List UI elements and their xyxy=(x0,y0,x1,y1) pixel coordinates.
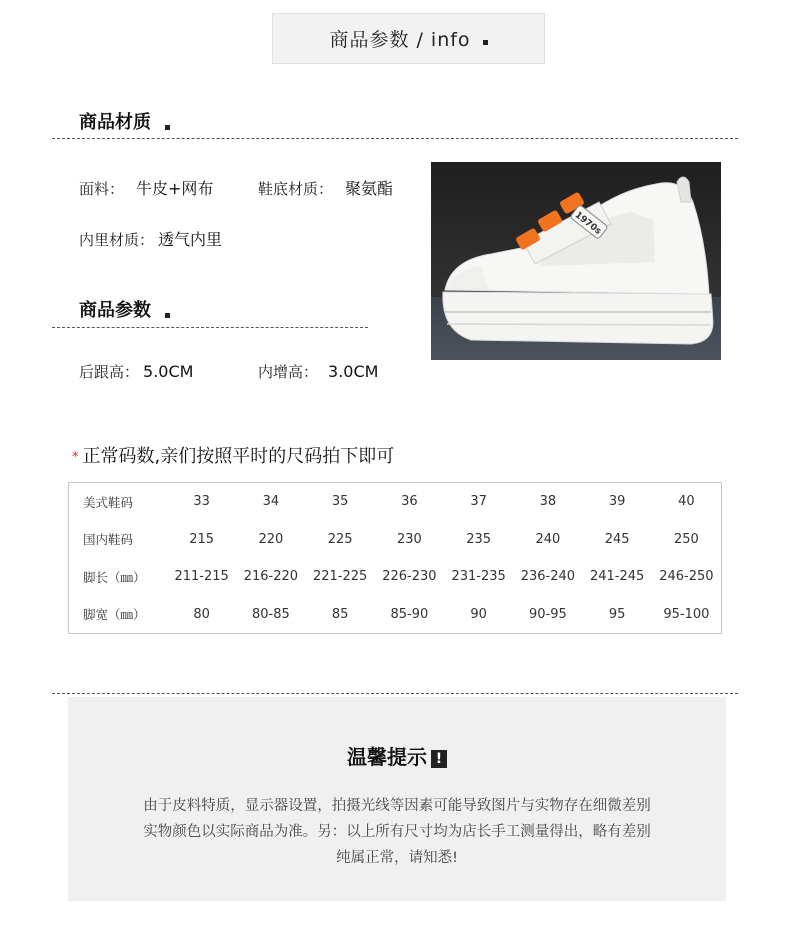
params-heading-text: 商品参数 xyxy=(79,300,151,321)
table-row xyxy=(69,521,721,559)
tips-title xyxy=(68,741,726,770)
table-row xyxy=(69,596,721,634)
table-cell: 245 xyxy=(604,531,630,547)
table-cell: 250 xyxy=(673,531,699,547)
tips-panel xyxy=(68,697,726,901)
tips-line: 实物颜色以实际商品为准。另：以上所有尺寸均为店长手工测量得出，略有差别 xyxy=(143,824,651,840)
sole-value: 聚氨酯 xyxy=(345,179,394,198)
table-row xyxy=(69,483,721,521)
table-cell: 40 xyxy=(678,494,695,510)
table-cell: 95-100 xyxy=(663,606,710,622)
table-cell: 80 xyxy=(193,606,210,622)
table-cell: 216-220 xyxy=(243,569,299,585)
title-dot-icon xyxy=(483,40,488,45)
table-cell: 231-235 xyxy=(451,569,506,585)
heel-value: 5.0CM xyxy=(143,362,194,381)
heading-dot-icon xyxy=(165,125,170,130)
asterisk-icon: * xyxy=(72,450,79,465)
table-cell: 95 xyxy=(608,606,626,622)
sole-row xyxy=(258,176,393,199)
size-note-text: 正常码数,亲们按照平时的尺码拍下即可 xyxy=(82,446,395,467)
section-divider xyxy=(52,138,738,139)
table-cell: 241-245 xyxy=(589,569,645,585)
lining-row xyxy=(79,227,222,250)
row-label: 脚宽（㎜） xyxy=(83,607,146,623)
info-title-banner xyxy=(272,13,545,64)
size-table-grid xyxy=(69,483,721,633)
table-cell: 225 xyxy=(327,531,353,547)
lining-label: 内里材质： xyxy=(79,231,155,249)
table-cell: 36 xyxy=(401,494,418,510)
table-cell: 220 xyxy=(258,531,284,547)
row-label: 脚长（㎜） xyxy=(83,569,146,585)
badge-text: 1970s xyxy=(572,210,603,237)
params-divider xyxy=(52,327,368,328)
heading-dot-icon xyxy=(165,313,170,318)
table-cell: 235 xyxy=(466,531,492,547)
table-cell: 90 xyxy=(470,606,487,622)
table-cell: 215 xyxy=(189,531,215,547)
material-heading-text: 商品材质 xyxy=(79,112,151,133)
table-row xyxy=(69,558,721,596)
heel-label: 后跟高： xyxy=(79,363,140,381)
inner-value: 3.0CM xyxy=(328,362,379,381)
row-label: 美式鞋码 xyxy=(83,494,134,510)
table-cell: 34 xyxy=(262,494,280,510)
fabric-value: 牛皮+网布 xyxy=(136,179,214,198)
tips-line: 纯属正常，请知悉! xyxy=(336,850,458,866)
table-cell: 35 xyxy=(331,494,349,510)
table-cell: 211-215 xyxy=(174,569,229,585)
table-cell: 90-95 xyxy=(528,606,567,622)
table-cell: 37 xyxy=(470,494,487,510)
info-title-text: 商品参数 / info xyxy=(329,29,471,51)
inner-height-row xyxy=(258,361,378,382)
params-heading xyxy=(79,296,170,322)
table-cell: 226-230 xyxy=(382,569,437,585)
tips-line: 由于皮料特质，显示器设置，拍摄光线等因素可能导致图片与实物存在细微差别 xyxy=(143,798,651,814)
table-cell: 39 xyxy=(608,494,626,510)
row-label: 国内鞋码 xyxy=(83,532,134,548)
sneaker-illustration xyxy=(431,162,721,360)
tips-title-text: 温馨提示 xyxy=(347,745,427,769)
exclamation-icon: ! xyxy=(431,750,447,768)
product-image xyxy=(431,162,721,360)
table-cell: 80-85 xyxy=(251,606,290,622)
table-cell: 236-240 xyxy=(520,569,576,585)
table-cell: 221-225 xyxy=(312,569,368,585)
tips-divider xyxy=(52,693,738,694)
fabric-row xyxy=(79,176,213,199)
sole-label: 鞋底材质： xyxy=(258,180,334,198)
size-table xyxy=(68,482,722,634)
table-cell: 246-250 xyxy=(659,569,714,585)
inner-label: 内增高： xyxy=(258,363,319,381)
table-cell: 38 xyxy=(539,494,557,510)
heel-height-row xyxy=(79,361,193,382)
lining-value: 透气内里 xyxy=(158,230,223,249)
size-note xyxy=(72,442,394,468)
fabric-label: 面料： xyxy=(79,180,125,198)
material-heading xyxy=(79,108,170,134)
table-cell: 33 xyxy=(193,494,210,510)
tips-body xyxy=(68,793,726,871)
table-cell: 230 xyxy=(396,531,422,547)
table-cell: 85 xyxy=(331,606,349,622)
table-cell: 240 xyxy=(535,531,561,547)
table-cell: 85-90 xyxy=(390,606,429,622)
